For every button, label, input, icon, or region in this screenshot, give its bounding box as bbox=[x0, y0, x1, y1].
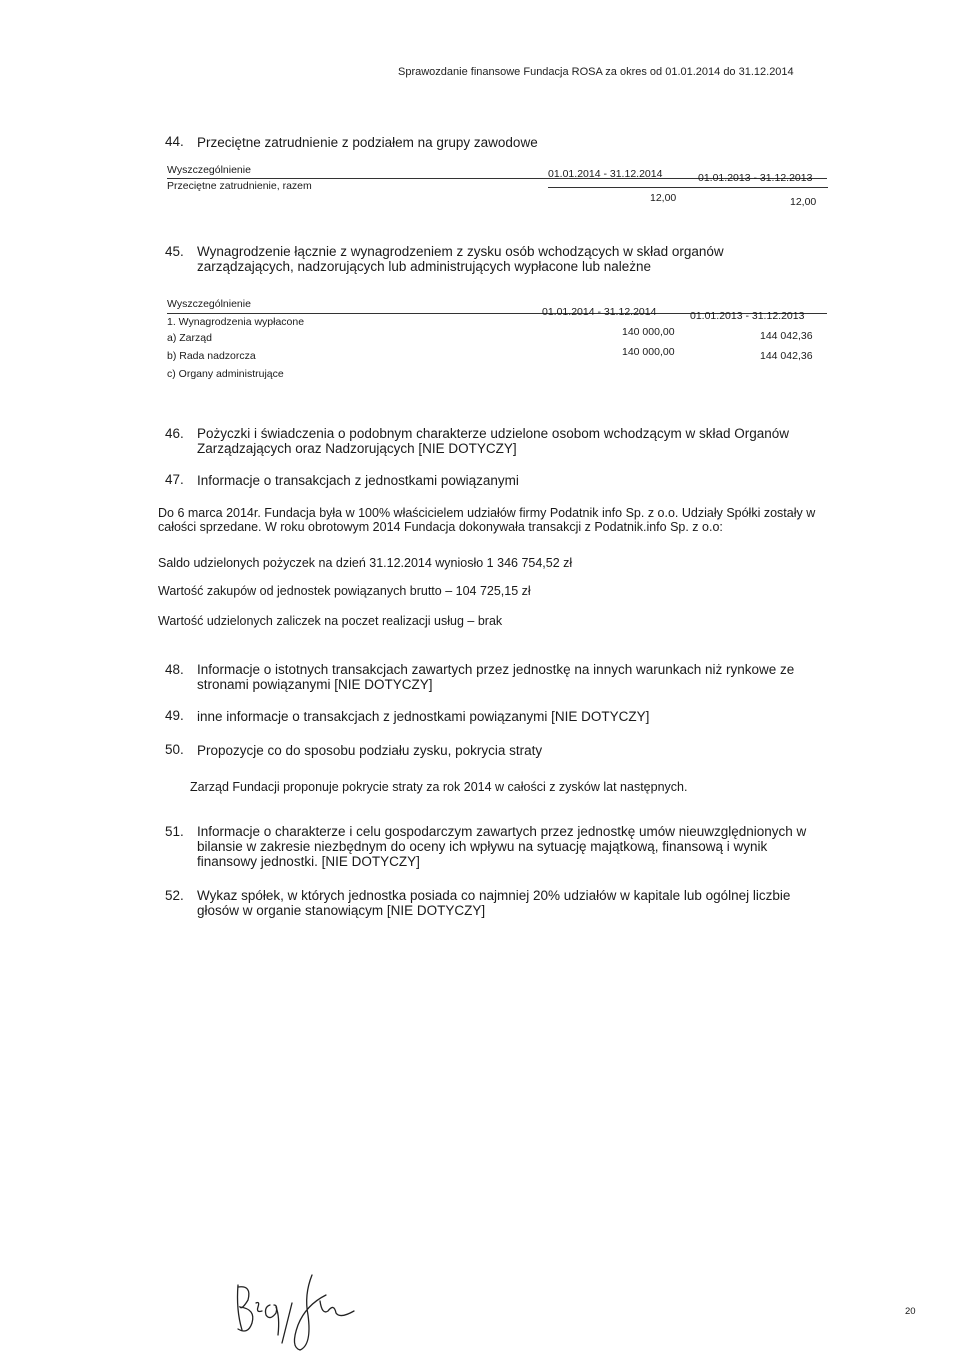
section-46 bbox=[165, 426, 825, 458]
section-title: Wynagrodzenie łącznie z wynagrodzeniem z zysku osób wchodzących w skład organów zarządzających, nadzorujących lub administrujących wypłacone lub należne bbox=[197, 244, 724, 274]
row-label: Przeciętne zatrudnienie, razem bbox=[167, 180, 312, 192]
section-title: Informacje o charakterze i celu gospodarczym zawartych przez jednostkę umów nieuwzględnionych w bilansie w zakresie niezbędnym do oceny ich wpływu na sytuację majątkową, finansową i wynik finansowy jednostki. [NIE DOTYCZY] bbox=[197, 824, 807, 869]
section-title: Propozycje co do sposobu podziału zysku, pokrycia straty bbox=[197, 743, 543, 758]
paragraph: Wartość zakupów od jednostek powiązanych brutto – 104 725,15 zł bbox=[158, 584, 531, 598]
row-label: 1. Wynagrodzenia wypłacone bbox=[167, 316, 305, 328]
cell-value: 12,00 bbox=[790, 196, 817, 208]
page-header: Sprawozdanie finansowe Fundacja ROSA za okres od 01.01.2014 do 31.12.2014 bbox=[398, 66, 794, 78]
column-header: 01.01.2013 - 31.12.2013 bbox=[690, 310, 805, 322]
section-number: 46. bbox=[165, 426, 184, 441]
column-header: 01.01.2014 - 31.12.2014 bbox=[548, 168, 663, 180]
section-52 bbox=[165, 888, 825, 920]
paragraph: Do 6 marca 2014r. Fundacja była w 100% właścicielem udziałów firmy Podatnik info Sp. z o.o. Udziały Spółki zostały w całości sprzedane. W roku obrotowym 2014 Fundacja dokonywała transakcji z Podatnik.info Sp. z o.o: bbox=[158, 506, 816, 534]
table-header-label: Wyszczególnienie bbox=[167, 298, 251, 310]
section-number: 52. bbox=[165, 888, 184, 903]
table-rule bbox=[548, 187, 828, 188]
paragraph: Wartość udzielonych zaliczek na poczet realizacji usług – brak bbox=[158, 614, 503, 628]
cell-value: 12,00 bbox=[650, 192, 677, 204]
handwritten-signature bbox=[230, 1255, 370, 1355]
section-number: 44. bbox=[165, 134, 184, 149]
section-title: inne informacje o transakcjach z jednostkami powiązanymi [NIE DOTYCZY] bbox=[197, 709, 650, 724]
section-title: Wykaz spółek, w których jednostka posiada co najmniej 20% udziałów w kapitale lub ogólnej liczbie głosów w organie stanowiącym [NIE DOTYCZY] bbox=[197, 888, 791, 918]
section-47 bbox=[165, 472, 825, 490]
cell-value: 144 042,36 bbox=[760, 330, 813, 342]
section-49 bbox=[165, 708, 825, 726]
column-header: 01.01.2014 - 31.12.2014 bbox=[542, 306, 657, 318]
section-number: 48. bbox=[165, 662, 184, 677]
section-title: Informacje o transakcjach z jednostkami powiązanymi bbox=[197, 473, 519, 488]
column-header: 01.01.2013 - 31.12.2013 bbox=[698, 172, 813, 184]
section-48 bbox=[165, 662, 825, 694]
row-label: b) Rada nadzorcza bbox=[167, 350, 256, 362]
section-number: 50. bbox=[165, 742, 184, 757]
section-45 bbox=[165, 244, 765, 276]
row-label: a) Zarząd bbox=[167, 332, 212, 344]
section-number: 47. bbox=[165, 472, 184, 487]
cell-value: 140 000,00 bbox=[622, 346, 675, 358]
section-title: Informacje o istotnych transakcjach zawartych przez jednostkę na innych warunkach niż rynkowe ze stronami powiązanymi [NIE DOTYCZY] bbox=[197, 662, 795, 692]
section-title: Pożyczki i świadczenia o podobnym charakterze udzielone osobom wchodzącym w skład Organów Zarządzających oraz Nadzorujących [NIE DOTYCZY] bbox=[197, 426, 790, 456]
section-number: 51. bbox=[165, 824, 184, 839]
section-number: 45. bbox=[165, 244, 184, 259]
section-title: Przeciętne zatrudnienie z podziałem na grupy zawodowe bbox=[197, 135, 538, 150]
table-header-label: Wyszczególnienie bbox=[167, 164, 251, 176]
paragraph: Zarząd Fundacji proponuje pokrycie straty za rok 2014 w całości z zysków lat następnych. bbox=[190, 780, 688, 794]
section-number: 49. bbox=[165, 708, 184, 723]
cell-value: 140 000,00 bbox=[622, 326, 675, 338]
paragraph: Saldo udzielonych pożyczek na dzień 31.12.2014 wyniosło 1 346 754,52 zł bbox=[158, 556, 573, 570]
section-44 bbox=[165, 134, 825, 152]
section-51 bbox=[165, 824, 825, 871]
section-50 bbox=[165, 742, 825, 760]
cell-value: 144 042,36 bbox=[760, 350, 813, 362]
row-label: c) Organy administrujące bbox=[167, 368, 284, 380]
page-number: 20 bbox=[905, 1306, 916, 1317]
